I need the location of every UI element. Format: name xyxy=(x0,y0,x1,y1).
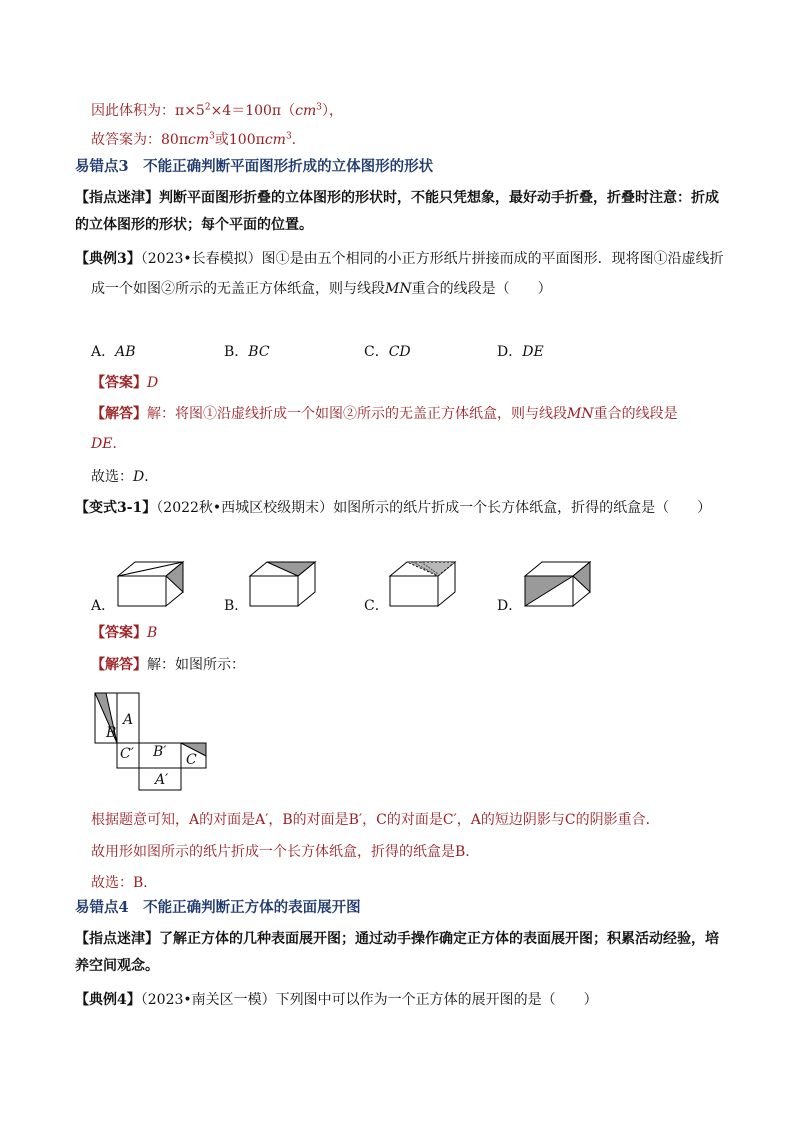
net-label-b-prime: B′ xyxy=(153,744,167,760)
error4-tip-text-1: 了解正方体的几种表面展开图；通过动手操作确定正方体的表面展开图；积累活动经验，培 xyxy=(159,931,719,947)
ex3-answer-value: D xyxy=(147,375,159,391)
answer1-v1: 80π xyxy=(161,132,189,148)
ex4-text: 下列图中可以作为一个正方体的展开图的是（ ） xyxy=(275,992,598,1008)
ex3-text-2c: 重合的线段是（ ） xyxy=(411,281,552,297)
ex3-sol-circle-2: ② xyxy=(343,406,357,422)
ex3-answer-label: 【答案】 xyxy=(91,375,147,391)
ex3-option-c-letter: C． xyxy=(364,344,389,360)
answer1-prefix: 故答案为： xyxy=(91,132,161,148)
ex3-circle-3: ② xyxy=(161,281,175,297)
ex4-source: （2023•南关区一模） xyxy=(140,992,276,1008)
var31-text: 如图所示的纸片折成一个长方体纸盒，折得的纸盒是（ ） xyxy=(333,500,712,516)
box-option-c xyxy=(389,560,461,608)
ex3-option-a xyxy=(91,342,136,362)
ex3-sol-label: 【解答】 xyxy=(91,406,147,422)
ex3-sol-circle-1: ① xyxy=(203,406,217,422)
error3-tip-line-2: 的立体图形的形状；每个平面的位置。 xyxy=(75,217,313,233)
ex3-sol-d: 重合的线段是 xyxy=(593,406,678,422)
answer1-u1: cm xyxy=(188,132,210,148)
ex3-option-b xyxy=(224,342,270,362)
net-label-a-prime: A′ xyxy=(155,772,169,788)
ex3-option-c-val: CD xyxy=(388,344,411,360)
net-label-c-prime: C′ xyxy=(120,746,134,762)
ex3-solution-line-2 xyxy=(91,434,126,454)
var31-option-d: D． xyxy=(497,598,523,614)
box-option-a xyxy=(117,560,189,608)
answer1-mid: 或 xyxy=(214,132,229,148)
ex4-line xyxy=(75,990,598,1010)
var31-explanation-2: 故用形如图所示的纸片折成一个长方体纸盒，折得的纸盒是B. xyxy=(91,844,470,860)
volume-exp-a: 2 xyxy=(204,102,211,113)
var31-sol-label: 【解答】 xyxy=(91,657,147,673)
volume-expr-a: π×5 xyxy=(175,103,205,119)
ex3-sol-de-end: ． xyxy=(112,436,127,452)
box-option-b xyxy=(249,560,321,608)
var31-sol-text: 解：如图所示： xyxy=(147,657,245,673)
answer1-end: . xyxy=(291,132,297,148)
var31-choose: 故选：B． xyxy=(91,875,158,891)
var31-answer xyxy=(91,623,157,643)
net-label-c: C xyxy=(186,752,197,768)
error3-tip-line-1 xyxy=(75,188,719,208)
ex3-option-a-val: AB xyxy=(115,344,136,360)
ex3-mn: MN xyxy=(385,281,412,297)
ex3-sol-a: 解：将图 xyxy=(147,406,203,422)
var31-source: （2022秋•西城区校级期末） xyxy=(156,500,334,516)
volume-line xyxy=(91,101,343,121)
error4-title: 易错点4 不能正确判断正方体的表面展开图 xyxy=(75,899,361,916)
ex3-circle-1: ① xyxy=(275,251,290,267)
error3-tip-label: 【指点迷津】 xyxy=(75,190,159,206)
ex3-sol-c: 所示的无盖正方体纸盒，则与线段 xyxy=(357,406,567,422)
ex3-text-2b: 所示的无盖正方体纸盒，则与线段 xyxy=(175,281,385,297)
var31-answer-value: B xyxy=(147,625,158,641)
var31-solution xyxy=(91,655,245,675)
ex3-circle-2: ① xyxy=(653,251,668,267)
error3-title: 易错点3 不能正确判断平面图形折成的立体图形的形状 xyxy=(75,158,434,175)
ex3-text-1b: 是由五个相同的小正方形纸片拼接而成的平面图形．现将图 xyxy=(289,251,654,267)
error4-tip-line-1 xyxy=(75,929,719,949)
ex3-option-d xyxy=(497,342,544,362)
var31-option-a: A． xyxy=(91,598,116,614)
ex3-option-d-letter: D． xyxy=(497,344,523,360)
error4-tip-label: 【指点迷津】 xyxy=(75,931,159,947)
answer-line-1 xyxy=(91,130,296,150)
ex3-option-b-letter: B． xyxy=(224,344,249,360)
ex3-option-a-letter: A． xyxy=(91,344,116,360)
var31-label: 【变式3-1】 xyxy=(75,500,157,516)
volume-expr-b: ×4＝100π（ xyxy=(210,103,296,119)
ex4-label: 【典例4】 xyxy=(75,992,141,1008)
ex3-choose xyxy=(91,467,158,487)
answer1-u2: cm xyxy=(264,132,286,148)
ex3-text-1a: 图 xyxy=(261,251,276,267)
volume-close: ）， xyxy=(322,103,343,119)
var31-explanation-1: 根据题意可知，A的对面是A′，B的对面是B′，C的对面是C′，A的短边阴影与C的阴影重合． xyxy=(91,812,660,828)
ex3-line-1 xyxy=(75,249,724,269)
var31-option-b: B． xyxy=(224,598,249,614)
var31-answer-label: 【答案】 xyxy=(91,625,147,641)
answer1-e2: 3 xyxy=(285,131,292,142)
ex3-choose-value: D xyxy=(133,469,145,485)
answer1-v2: 100π xyxy=(228,132,265,148)
ex3-option-d-val: DE xyxy=(522,344,544,360)
ex3-text-2a: 成一个如图 xyxy=(91,281,161,297)
ex3-option-c xyxy=(364,342,411,362)
ex3-choose-prefix: 故选： xyxy=(91,469,133,485)
ex3-sol-de: DE xyxy=(91,436,113,452)
ex3-source: （2023•长春模拟） xyxy=(140,251,262,267)
volume-unit: cm xyxy=(295,103,317,119)
ex3-sol-mn: MN xyxy=(567,406,594,422)
ex3-solution-line-1 xyxy=(91,404,678,424)
var31-line xyxy=(75,498,711,518)
var31-option-c: C． xyxy=(364,598,389,614)
ex3-answer xyxy=(91,373,158,393)
volume-prefix: 因此体积为： xyxy=(91,103,175,119)
ex3-label: 【典例3】 xyxy=(75,251,141,267)
ex3-choose-end: ． xyxy=(144,469,159,485)
ex3-option-b-val: BC xyxy=(248,344,270,360)
ex3-sol-b: 沿虚线折成一个如图 xyxy=(217,406,343,422)
net-label-a: A xyxy=(123,712,134,728)
box-option-d xyxy=(524,560,596,608)
ex3-text-1c: 沿虚线折 xyxy=(667,251,724,267)
error4-tip-line-2: 养空间观念。 xyxy=(75,958,159,974)
ex3-line-2 xyxy=(91,279,552,299)
volume-unit-exp: 3 xyxy=(316,102,322,113)
error3-tip-text-1: 判断平面图形折叠的立体图形的形状时，不能只凭想象，最好动手折叠，折叠时注意：折成 xyxy=(159,190,719,206)
net-label-b: B xyxy=(106,725,117,741)
answer1-e1: 3 xyxy=(209,131,215,142)
